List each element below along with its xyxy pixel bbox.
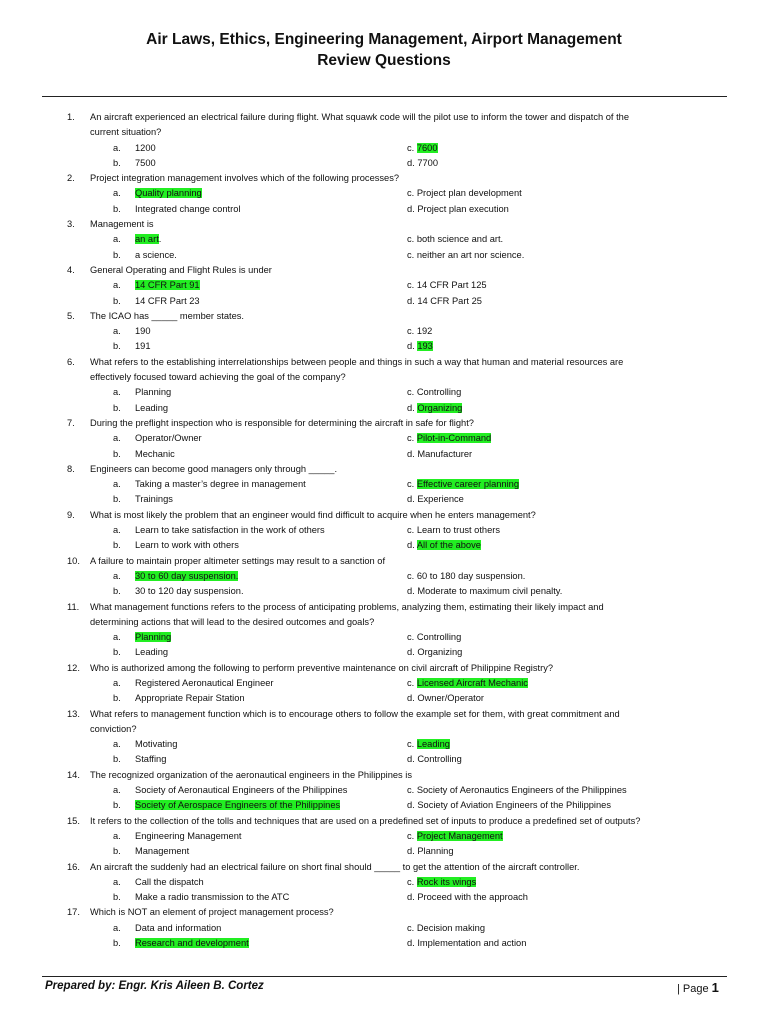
- option-left: [135, 737, 177, 752]
- option-right: [407, 890, 528, 905]
- option-letter: a.: [113, 922, 121, 933]
- option-right: [407, 752, 462, 767]
- option-text: Staffing: [135, 754, 167, 765]
- option-text: Registered Aeronautical Engineer: [135, 677, 274, 688]
- option-left: [135, 477, 306, 492]
- question-number: 7.: [67, 417, 75, 428]
- option-text: Make a radio transmission to the ATC: [135, 892, 290, 903]
- option-text: 30 to 120 day suspension.: [135, 586, 244, 597]
- option-text: d.: [407, 341, 418, 352]
- option-left: [135, 569, 238, 584]
- option-text: Integrated change control: [135, 203, 241, 214]
- question-number: 8.: [67, 463, 75, 474]
- option-letter: b.: [113, 647, 121, 658]
- option-left: [135, 385, 171, 400]
- option-letter: a.: [113, 433, 121, 444]
- question-text: Which is NOT an element of project management process?: [90, 907, 334, 918]
- question-text: conviction?: [90, 723, 137, 734]
- question-text: The ICAO has _____ member states.: [90, 310, 244, 321]
- question-number: 11.: [67, 601, 80, 612]
- option-row: [0, 890, 768, 905]
- option-letter: a.: [113, 479, 121, 490]
- option-right: [407, 186, 522, 201]
- option-right: [407, 431, 491, 446]
- correct-answer-highlight: 14 CFR Part 91: [135, 280, 200, 291]
- question-text: What is most likely the problem that an engineer would find difficult to acquire when he enters management?: [90, 509, 536, 520]
- option-right: [407, 447, 472, 462]
- option-left: [135, 141, 156, 156]
- option-letter: a.: [113, 326, 121, 337]
- option-text: 191: [135, 341, 151, 352]
- option-row: [0, 294, 768, 309]
- question-text: What management functions refers to the process of anticipating problems, analyzing them, estimating their likely impact and: [90, 601, 604, 612]
- option-text: c. 192: [407, 326, 433, 337]
- option-left: [135, 248, 177, 263]
- option-letter: a.: [113, 387, 121, 398]
- option-text: d.: [407, 402, 418, 413]
- option-text: c. 60 to 180 day suspension.: [407, 570, 526, 581]
- option-row: [0, 492, 768, 507]
- option-text: d. 7700: [407, 157, 439, 168]
- option-letter: b.: [113, 800, 121, 811]
- option-left: [135, 875, 204, 890]
- question-continuation-line: [0, 722, 768, 737]
- option-right: [407, 921, 485, 936]
- option-left: [135, 401, 168, 416]
- correct-answer-highlight: Rock its wings: [416, 876, 477, 887]
- option-text: c. Society of Aeronautics Engineers of the Philippines: [407, 785, 627, 796]
- option-letter: b.: [113, 693, 121, 704]
- option-left: [135, 798, 340, 813]
- option-row: [0, 936, 768, 951]
- option-left: [135, 752, 166, 767]
- option-letter: a.: [113, 280, 121, 291]
- option-row: [0, 691, 768, 706]
- option-right: [407, 936, 526, 951]
- option-text: c. Project plan development: [407, 188, 522, 199]
- option-row: [0, 844, 768, 859]
- document-subtitle: Review Questions: [317, 52, 451, 69]
- option-left: [135, 584, 244, 599]
- question-continuation-line: [0, 370, 768, 385]
- option-right: [407, 324, 432, 339]
- option-letter: b.: [113, 754, 121, 765]
- option-letter: b.: [113, 938, 121, 949]
- option-right: [407, 523, 500, 538]
- question-line: [0, 860, 768, 875]
- option-right: [407, 278, 487, 293]
- question-number: 1.: [67, 112, 75, 122]
- option-right: [407, 737, 450, 752]
- option-letter: a.: [113, 188, 121, 199]
- question-number: 5.: [67, 310, 75, 321]
- correct-answer-highlight: Pilot-in-Command: [416, 433, 492, 444]
- option-row: [0, 752, 768, 767]
- option-row: [0, 156, 768, 171]
- option-text: c.: [407, 739, 417, 750]
- option-text: Leading: [135, 402, 169, 413]
- question-line: [0, 600, 768, 615]
- question-number: 6.: [67, 356, 75, 367]
- header-divider: [42, 96, 727, 97]
- option-row: [0, 431, 768, 446]
- option-row: [0, 829, 768, 844]
- question-line: [0, 905, 768, 920]
- question-text: What refers to management function which is to encourage others to follow the example set for them, with great commitment and: [90, 708, 620, 719]
- option-row: [0, 676, 768, 691]
- option-letter: a.: [113, 632, 121, 643]
- question-text: It refers to the collection of the tolls and techniques that are used on a predefined set of inputs to produce a predefined set of outputs?: [90, 815, 641, 826]
- question-line: [0, 355, 768, 370]
- option-text: d. Project plan execution: [407, 203, 509, 214]
- option-letter: b.: [113, 249, 121, 260]
- option-text: 190: [135, 326, 151, 337]
- option-text: d. Moderate to maximum civil penalty.: [407, 586, 563, 597]
- option-text: c.: [407, 677, 417, 688]
- option-text: c. neither an art nor science.: [407, 249, 525, 260]
- question-text: A failure to maintain proper altimeter settings may result to a sanction of: [90, 555, 386, 566]
- option-left: [135, 783, 347, 798]
- question-number: 9.: [67, 509, 75, 520]
- option-text: Engineering Management: [135, 830, 242, 841]
- option-letter: b.: [113, 157, 121, 168]
- option-right: [407, 294, 482, 309]
- option-left: [135, 447, 175, 462]
- option-right: [407, 385, 461, 400]
- option-letter: a.: [113, 677, 121, 688]
- question-line: [0, 707, 768, 722]
- option-text: d. Owner/Operator: [407, 693, 484, 704]
- page-indicator: [677, 980, 719, 995]
- option-left: [135, 202, 240, 217]
- option-text: Taking a master’s degree in management: [135, 479, 306, 490]
- question-line: [0, 171, 768, 186]
- option-row: [0, 186, 768, 201]
- option-left: [135, 844, 189, 859]
- option-letter: a.: [113, 830, 121, 841]
- option-right: [407, 691, 484, 706]
- option-right: [407, 538, 481, 553]
- option-row: [0, 645, 768, 660]
- question-number: 17.: [67, 907, 80, 918]
- option-text: Planning: [135, 387, 172, 398]
- correct-answer-highlight: 193: [417, 341, 433, 352]
- option-right: [407, 829, 503, 844]
- option-row: [0, 447, 768, 462]
- option-text: d. Experience: [407, 494, 464, 505]
- question-text: Who is authorized among the following to perform preventive maintenance on civil aircraft of Philippine Registry?: [90, 662, 554, 673]
- option-left: [135, 829, 241, 844]
- option-left: [135, 936, 249, 951]
- option-text: c.: [407, 433, 417, 444]
- option-text: d. 14 CFR Part 25: [407, 295, 482, 306]
- option-left: [135, 431, 202, 446]
- option-letter: b.: [113, 203, 121, 214]
- question-line: [0, 110, 768, 125]
- option-letter: b.: [113, 341, 121, 352]
- option-text: c. 14 CFR Part 125: [407, 280, 487, 291]
- option-letter: a.: [113, 234, 121, 245]
- question-line: [0, 462, 768, 477]
- option-text: c. Controlling: [407, 387, 462, 398]
- option-row: [0, 339, 768, 354]
- question-number: 3.: [67, 219, 75, 230]
- option-left: [135, 676, 274, 691]
- question-text: Management is: [90, 219, 154, 230]
- option-text: Mechanic: [135, 448, 175, 459]
- option-text: c. Decision making: [407, 922, 486, 933]
- option-text: Trainings: [135, 494, 173, 505]
- option-letter: b.: [113, 846, 121, 857]
- option-letter: a.: [113, 876, 121, 887]
- question-list: [0, 110, 768, 951]
- option-right: [407, 645, 462, 660]
- option-text: c. both science and art.: [407, 234, 504, 245]
- option-row: [0, 523, 768, 538]
- correct-answer-highlight: Leading: [416, 739, 450, 750]
- page-number: 1: [711, 980, 719, 995]
- option-left: [135, 294, 200, 309]
- option-text: 1200: [135, 142, 156, 153]
- option-right: [407, 584, 562, 599]
- option-letter: b.: [113, 586, 121, 597]
- question-line: [0, 508, 768, 523]
- option-right: [407, 248, 524, 263]
- option-text: c. Learn to trust others: [407, 525, 501, 536]
- option-row: [0, 783, 768, 798]
- option-right: [407, 401, 462, 416]
- option-text: d. Society of Aviation Engineers of the Philippines: [407, 800, 611, 811]
- option-text: Data and information: [135, 922, 222, 933]
- option-letter: a.: [113, 570, 121, 581]
- option-text: c.: [407, 479, 417, 490]
- question-line: [0, 416, 768, 431]
- option-row: [0, 630, 768, 645]
- option-letter: b.: [113, 892, 121, 903]
- option-letter: b.: [113, 540, 121, 551]
- correct-answer-highlight: All of the above: [416, 540, 481, 551]
- option-right: [407, 875, 476, 890]
- option-left: [135, 921, 221, 936]
- option-row: [0, 584, 768, 599]
- page-header: [0, 29, 768, 71]
- option-text: d. Planning: [407, 846, 454, 857]
- option-right: [407, 783, 627, 798]
- option-letter: b.: [113, 402, 121, 413]
- question-number: 16.: [67, 861, 80, 872]
- option-letter: a.: [113, 142, 121, 153]
- option-letter: b.: [113, 448, 121, 459]
- question-text: What refers to the establishing interrelationships between people and things in such a way that human and material resources are: [90, 356, 624, 367]
- question-text: General Operating and Flight Rules is under: [90, 264, 272, 275]
- option-text: Learn to take satisfaction in the work of others: [135, 525, 325, 536]
- option-right: [407, 492, 464, 507]
- option-left: [135, 523, 325, 538]
- question-continuation-line: [0, 125, 768, 140]
- correct-answer-highlight: Research and development: [135, 938, 249, 949]
- correct-answer-highlight: Organizing: [417, 402, 463, 413]
- option-text: d. Implementation and action: [407, 938, 527, 949]
- question-line: [0, 661, 768, 676]
- option-right: [407, 232, 503, 247]
- correct-answer-highlight: Quality planning: [135, 188, 202, 199]
- option-row: [0, 324, 768, 339]
- option-text: c.: [407, 142, 417, 153]
- option-text: Society of Aeronautical Engineers of the Philippines: [135, 785, 348, 796]
- question-number: 12.: [67, 662, 80, 673]
- option-row: [0, 202, 768, 217]
- question-number: 14.: [67, 769, 80, 780]
- option-right: [407, 569, 525, 584]
- option-letter: a.: [113, 785, 121, 796]
- option-row: [0, 921, 768, 936]
- option-text: Appropriate Repair Station: [135, 693, 245, 704]
- option-left: [135, 645, 168, 660]
- option-text: a science.: [135, 249, 177, 260]
- option-right: [407, 339, 433, 354]
- option-text: Motivating: [135, 739, 178, 750]
- question-text: An aircraft experienced an electrical failure during flight. What squawk code will the pilot use to inform the tower and dispatch of the: [90, 112, 629, 122]
- question-number: 2.: [67, 173, 75, 184]
- option-right: [407, 798, 611, 813]
- option-row: [0, 278, 768, 293]
- correct-answer-highlight: Licensed Aircraft Mechanic: [416, 677, 528, 688]
- option-text: 14 CFR Part 23: [135, 295, 200, 306]
- option-right: [407, 676, 528, 691]
- option-text: d. Organizing: [407, 647, 463, 658]
- option-text: 7500: [135, 157, 156, 168]
- option-left: [135, 156, 156, 171]
- option-letter: a.: [113, 739, 121, 750]
- option-right: [407, 156, 438, 171]
- option-left: [135, 492, 173, 507]
- option-right: [407, 202, 509, 217]
- correct-answer-highlight: 30 to 60 day suspension.: [135, 570, 239, 581]
- question-continuation-line: [0, 615, 768, 630]
- option-row: [0, 569, 768, 584]
- question-number: 15.: [67, 815, 80, 826]
- question-text: Engineers can become good managers only through _____.: [90, 463, 338, 474]
- option-left: [135, 691, 245, 706]
- correct-answer-highlight: Society of Aerospace Engineers of the Philippines: [135, 800, 341, 811]
- option-text: Operator/Owner: [135, 433, 202, 444]
- question-number: 4.: [67, 264, 75, 275]
- question-number: 13.: [67, 708, 80, 719]
- question-text: During the preflight inspection who is responsible for determining the aircraft in safe for flight?: [90, 417, 474, 428]
- option-left: [135, 324, 151, 339]
- option-left: [135, 278, 200, 293]
- option-right: [407, 844, 454, 859]
- page-label: | Page: [677, 983, 709, 995]
- option-text: Leading: [135, 647, 169, 658]
- option-text: d. Controlling: [407, 754, 462, 765]
- option-row: [0, 232, 768, 247]
- option-text: d. Manufacturer: [407, 448, 473, 459]
- option-row: [0, 401, 768, 416]
- option-letter: b.: [113, 295, 121, 306]
- question-number: 10.: [67, 555, 80, 566]
- option-row: [0, 477, 768, 492]
- question-line: [0, 768, 768, 783]
- option-right: [407, 141, 438, 156]
- option-text: d.: [407, 540, 417, 551]
- question-text: effectively focused toward achieving the goal of the company?: [90, 372, 346, 383]
- question-text: current situation?: [90, 127, 162, 138]
- option-text-suffix: .: [158, 234, 162, 245]
- option-row: [0, 875, 768, 890]
- question-line: [0, 263, 768, 278]
- option-row: [0, 385, 768, 400]
- option-letter: b.: [113, 494, 121, 505]
- option-right: [407, 477, 519, 492]
- option-left: [135, 630, 171, 645]
- question-line: [0, 217, 768, 232]
- option-left: [135, 890, 289, 905]
- option-left: [135, 232, 161, 247]
- option-text: Learn to work with others: [135, 540, 239, 551]
- option-text: d. Proceed with the approach: [407, 892, 528, 903]
- correct-answer-highlight: 7600: [416, 142, 438, 153]
- option-text: Call the dispatch: [135, 876, 204, 887]
- question-text: Project integration management involves which of the following processes?: [90, 173, 400, 184]
- question-text: An aircraft the suddenly had an electrical failure on short final should _____ to get the attention of the aircraft controller.: [90, 861, 580, 872]
- option-text: c.: [407, 830, 417, 841]
- correct-answer-highlight: an art: [135, 234, 159, 245]
- option-row: [0, 141, 768, 156]
- option-left: [135, 186, 202, 201]
- question-text: determining actions that will lead to the desired outcomes and goals?: [90, 616, 375, 627]
- option-text: c.: [407, 876, 417, 887]
- document-title: Air Laws, Ethics, Engineering Management, Airport Management: [146, 31, 622, 48]
- question-line: [0, 554, 768, 569]
- correct-answer-highlight: Effective career planning: [416, 479, 519, 490]
- option-text: c. Controlling: [407, 632, 462, 643]
- question-text: The recognized organization of the aeronautical engineers in the Philippines is: [90, 769, 412, 780]
- option-row: [0, 248, 768, 263]
- footer-divider: [42, 976, 727, 977]
- option-left: [135, 339, 151, 354]
- question-line: [0, 814, 768, 829]
- correct-answer-highlight: Planning: [135, 632, 172, 643]
- prepared-by: Prepared by: Engr. Kris Aileen B. Cortez: [45, 980, 264, 992]
- option-text: Management: [135, 846, 190, 857]
- option-right: [407, 630, 461, 645]
- option-row: [0, 798, 768, 813]
- option-row: [0, 737, 768, 752]
- correct-answer-highlight: Project Management: [416, 830, 503, 841]
- question-line: [0, 309, 768, 324]
- option-left: [135, 538, 239, 553]
- option-letter: a.: [113, 525, 121, 536]
- option-row: [0, 538, 768, 553]
